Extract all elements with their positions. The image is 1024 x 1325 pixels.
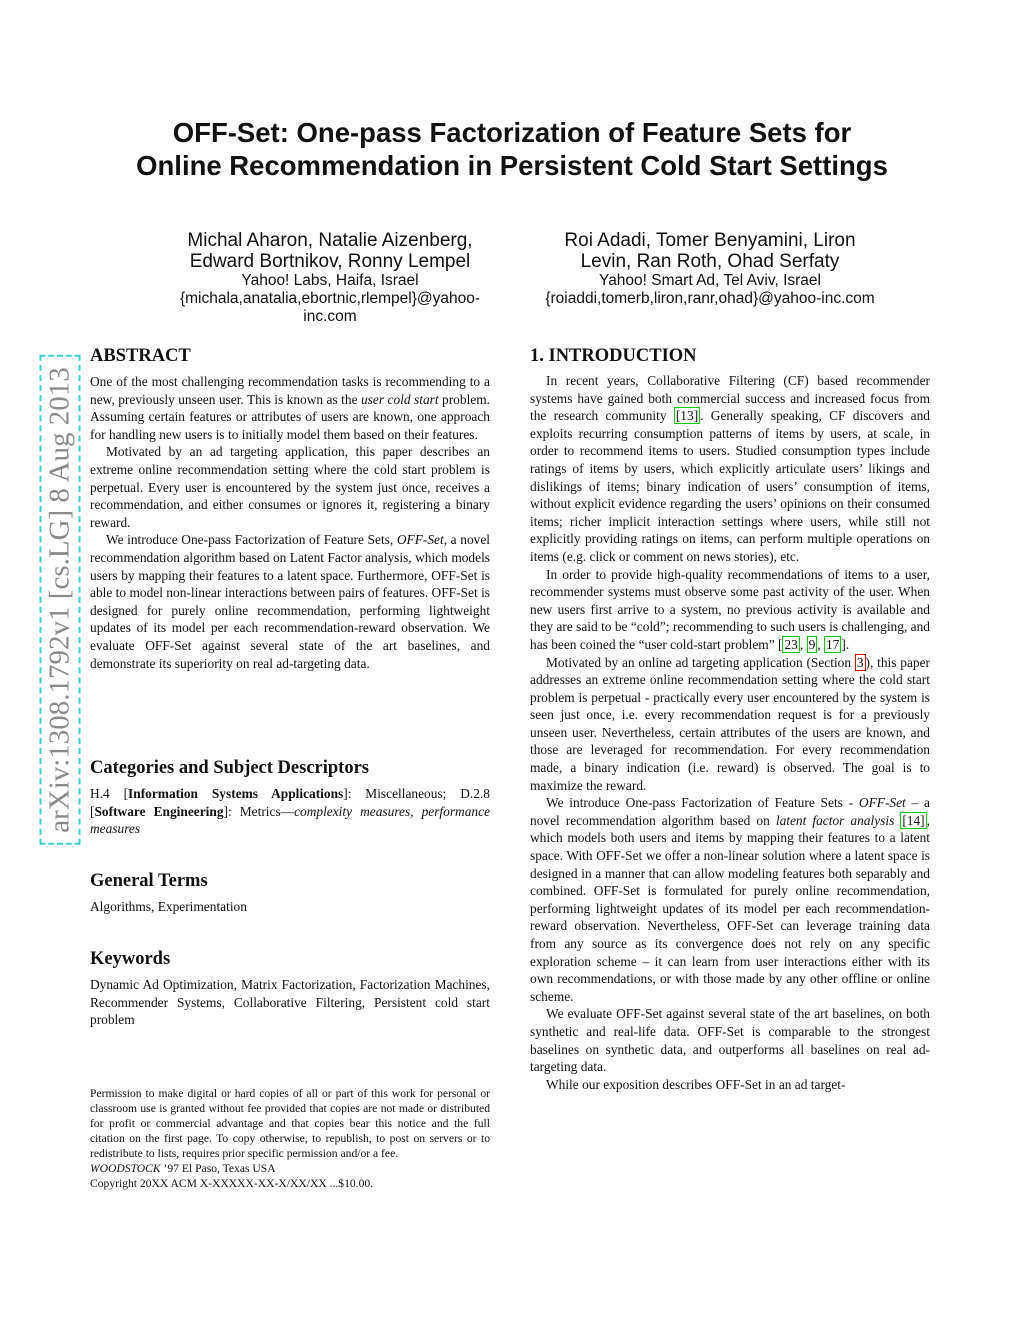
author-names-line-1: Michal Aharon, Natalie Aizenberg, [187, 230, 473, 251]
intro-paragraph-6: While our exposition describes OFF-Set in an ad target- [546, 1076, 846, 1092]
title-line-1: OFF-Set: One-pass Factorization of Feature Sets for [172, 117, 852, 148]
left-column [90, 345, 490, 672]
author-names-line-2: Edward Bortnikov, Ronny Lempel [189, 251, 471, 272]
citation-link[interactable]: [14] [902, 812, 925, 828]
author-block-right [500, 230, 920, 308]
paper-title [60, 116, 964, 182]
abstract-paragraph-2: Motivated by an ad targeting application, this paper describes an extreme online recommendation setting where the cold start problem is perpetual. Every user is encountered by the system just once, receives a recommendation, and either consumes or ignores it, registering a binary reward. [90, 444, 490, 530]
author-email-line-1: {roiaddi,tomerb,liron,ranr,ohad}@yahoo-inc.com [545, 290, 875, 307]
author-email-line-2: inc.com [303, 308, 357, 325]
author-names-line-2: Levin, Ran Roth, Ohad Serfaty [580, 251, 840, 272]
intro-paragraph-1: In recent years, Collaborative Filtering (CF) based recommender systems have gained both commercial success and increased focus from the research community [13] . Generally speaking, CF discovers and exploits recurring consumption patterns of items by users, at scale, in order to recommend items to users. Studied consumption types include ratings of items by users, which explicitly articulate users’ likings and dislikings of items; binary indication of users’ consumption of items, without explicit evidence regarding the users’ opinions on their consumed items; richer implicit interaction settings where users, while still not explicitly providing ratings on items, can perform multiple operations on items (e.g. click or comment on news stories), etc. [530, 373, 930, 564]
keywords-text: Dynamic Ad Optimization, Matrix Factorization, Factorization Machines, Recommender Systems, Collaborative Filtering, Persistent cold start problem [90, 977, 490, 1028]
abstract-paragraph-1: One of the most challenging recommendation tasks is recommending to a new, previously unseen user. This is known as the user cold start problem. Assuming certain features or attributes of users are known, one approach for handling new users is to initially model them based on their features. [90, 374, 491, 442]
intro-paragraph-2: In order to provide high-quality recommendations of items to a user, recommender systems must observe some past activity of the user. When new users first arrive to a system, no previous activity is available and they are said to be “cold”; recommending to such users is challenging, and has been coined the “user cold-start problem” [ 23 , 9 , 17 ]. [530, 566, 930, 652]
author-block-left [120, 230, 540, 326]
categories-heading: Categories and Subject Descriptors [90, 758, 369, 778]
permission-block [90, 1086, 490, 1191]
permission-text: Permission to make digital or hard copies of all or part of this work for personal or classroom use is granted without fee provided that copies are not made or distributed for profit or commercial advantage and that copies bear this notice and the full citation on the first page. To copy otherwise, to republish, to post on servers or to redistribute to lists, requires prior specific permission and/or a fee. [90, 1087, 490, 1160]
intro-paragraph-4: We introduce One-pass Factorization of Feature Sets - OFF-Set – a novel recommendation algorithm based on latent factor analysis [14] , which models both users and items by mapping their features to a latent space. With OFF-Set we offer a non-linear solution where a latent space is designed in a manner that can allow modeling features both separably and combined. OFF-Set is formulated for purely online recommendation, performing lightweight updates of its model per each recommendation-reward observation. Nevertheless, OFF-Set can leverage training data from any source as its convergence does not rely on any specific exploration scheme – it can learn from user interactions either with its own recommendations, or with those made by any other offline or online scheme. [530, 795, 930, 1004]
author-affiliation: Yahoo! Smart Ad, Tel Aviv, Israel [599, 272, 821, 289]
venue-line: WOODSTOCK ’97 El Paso, Texas USA [90, 1162, 276, 1175]
keywords-heading: Keywords [90, 949, 171, 969]
intro-paragraph-5: We evaluate OFF-Set against several state of the art baselines, on both synthetic and real-life data. OFF-Set is comparable to the strongest baselines on synthetic data, and outperforms all baselines on real ad-targeting data. [530, 1006, 930, 1075]
abstract-paragraph-3: We introduce One-pass Factorization of Feature Sets, OFF-Set, a novel recommendation algorithm based on Latent Factor analysis, which models users by mapping their features to a latent space. Furthermore, OFF-Set is able to model non-linear interactions between pairs of features. OFF-Set is designed for purely online recommendation, performing lightweight updates of its model per each recommendation-reward observation. We evaluate OFF-Set against several state of the art baselines, and demonstrate its superiority on real ad-targeting data. [90, 532, 490, 671]
introduction-heading: 1. INTRODUCTION [530, 346, 697, 366]
citation-link[interactable]: 23 [784, 636, 798, 652]
categories-text: H.4 [Information Systems Applications]: Miscellaneous; D.2.8 [Software Engineering]: Metrics—complexity measures, performance measures [90, 786, 491, 837]
author-affiliation: Yahoo! Labs, Haifa, Israel [241, 272, 419, 289]
title-line-2: Online Recommendation in Persistent Cold Start Settings [136, 150, 888, 181]
section-ref-link[interactable]: 3 [856, 654, 864, 670]
citation-link[interactable]: 9 [808, 636, 816, 652]
citation-link[interactable]: 17 [825, 636, 840, 652]
categories-section [90, 757, 490, 838]
citation-link[interactable]: [13] [675, 408, 699, 424]
copyright-line: Copyright 20XX ACM X-XXXXX-XX-X/XX/XX ...$10.00. [90, 1177, 374, 1190]
right-column [530, 345, 930, 1093]
abstract-heading: ABSTRACT [90, 346, 191, 366]
keywords-section [90, 948, 490, 1029]
general-terms-text: Algorithms, Experimentation [90, 899, 247, 914]
author-email-line-1: {michala,anatalia,ebortnic,rlempel}@yahoo- [179, 290, 481, 307]
arxiv-stamp: arXiv:1308.1792v1 [cs.LG] 8 Aug 2013 [40, 355, 81, 845]
intro-paragraph-3: Motivated by an online ad targeting application (Section 3 ), this paper addresses an extreme online recommendation setting where the cold start problem is perpetual - practically every user encountered by the system is seen just once, i.e. every recommendation request is for a previously unseen user. Nevertheless, certain attributes of the users are known, and those are leveraged for recommendation. For every recommendation made, a binary indication (i.e. reward) is observed. The goal is to maximize the reward. [530, 654, 930, 793]
general-terms-section [90, 870, 490, 916]
general-terms-heading: General Terms [90, 871, 208, 891]
author-names-line-1: Roi Adadi, Tomer Benyamini, Liron [564, 230, 856, 251]
